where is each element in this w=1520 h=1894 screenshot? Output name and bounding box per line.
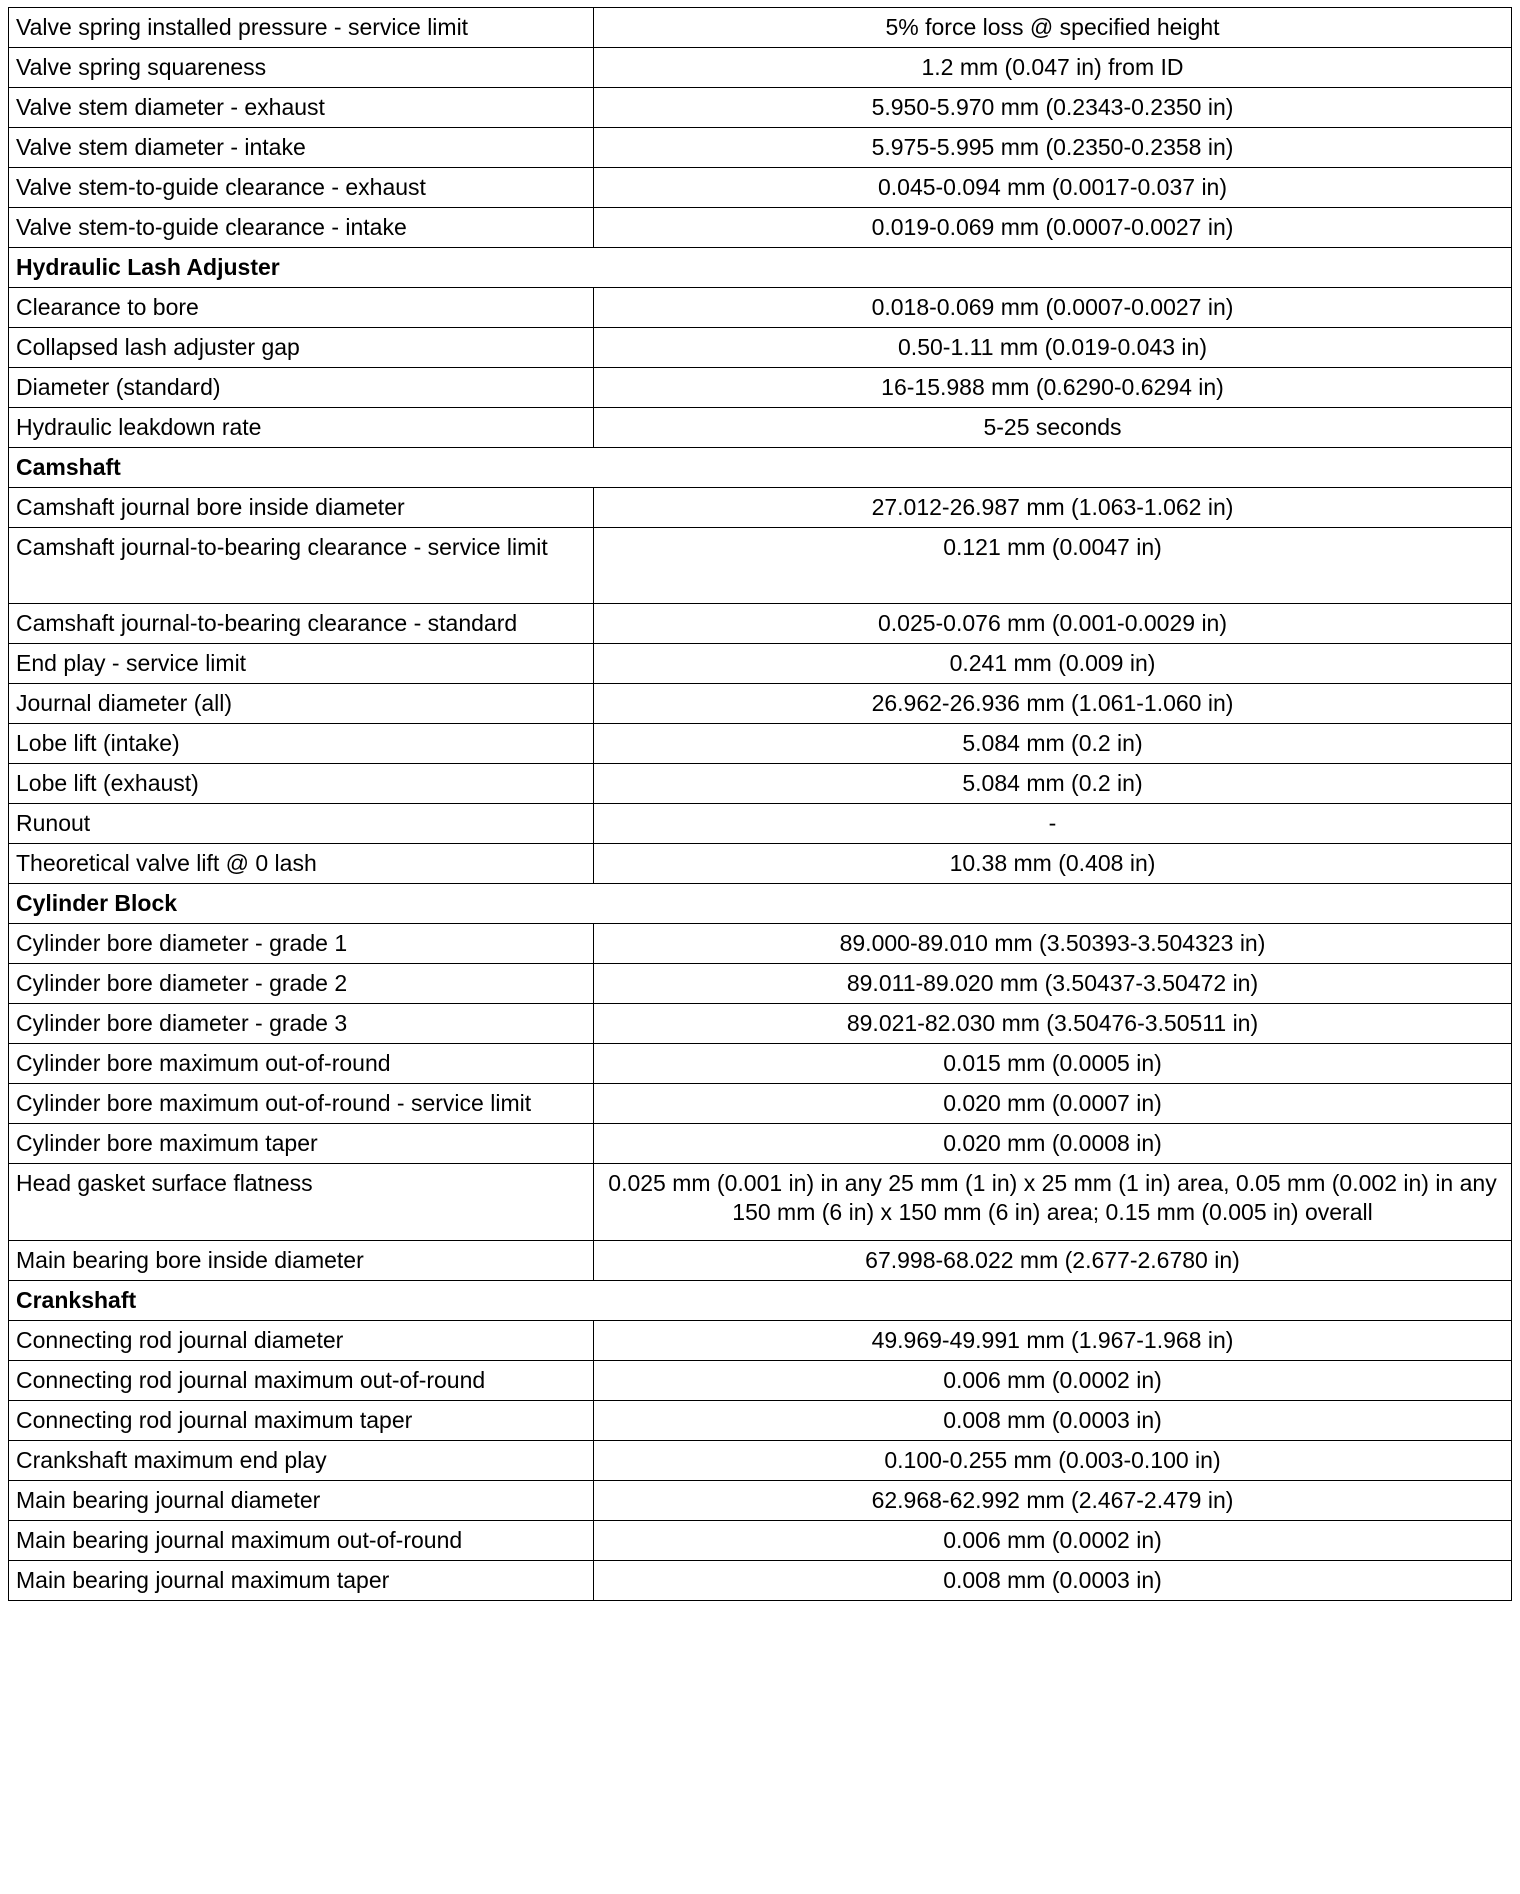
spec-value-cell: 0.020 mm (0.0008 in) (594, 1124, 1512, 1164)
spec-name-cell: Connecting rod journal diameter (9, 1321, 594, 1361)
table-row (9, 1441, 1512, 1481)
table-row (9, 804, 1512, 844)
spec-table-body (9, 8, 1512, 1601)
spec-value-cell: 89.011-89.020 mm (3.50437-3.50472 in) (594, 964, 1512, 1004)
table-row (9, 88, 1512, 128)
table-row (9, 724, 1512, 764)
table-row (9, 1164, 1512, 1241)
spec-value-cell: 0.020 mm (0.0007 in) (594, 1084, 1512, 1124)
spec-value-cell: 0.015 mm (0.0005 in) (594, 1044, 1512, 1084)
table-row (9, 168, 1512, 208)
spec-name-cell: Lobe lift (intake) (9, 724, 594, 764)
spec-name-cell: Runout (9, 804, 594, 844)
section-heading: Cylinder Block (9, 884, 1512, 924)
spec-value-cell: 89.021-82.030 mm (3.50476-3.50511 in) (594, 1004, 1512, 1044)
table-row (9, 1321, 1512, 1361)
table-row (9, 1481, 1512, 1521)
table-row (9, 1241, 1512, 1281)
table-row (9, 128, 1512, 168)
section-header-row (9, 1281, 1512, 1321)
table-row (9, 368, 1512, 408)
spec-name-cell: Cylinder bore diameter - grade 2 (9, 964, 594, 1004)
table-row (9, 924, 1512, 964)
table-row (9, 844, 1512, 884)
section-header-row (9, 448, 1512, 488)
spec-value-cell: 26.962-26.936 mm (1.061-1.060 in) (594, 684, 1512, 724)
section-header-row (9, 884, 1512, 924)
section-header-row (9, 248, 1512, 288)
table-row (9, 48, 1512, 88)
table-row (9, 208, 1512, 248)
spec-value-cell: 5.084 mm (0.2 in) (594, 724, 1512, 764)
table-row (9, 1361, 1512, 1401)
spec-name-cell: Clearance to bore (9, 288, 594, 328)
spec-value-cell: 5.975-5.995 mm (0.2350-0.2358 in) (594, 128, 1512, 168)
spec-value-cell: 0.045-0.094 mm (0.0017-0.037 in) (594, 168, 1512, 208)
spec-value-cell: 0.019-0.069 mm (0.0007-0.0027 in) (594, 208, 1512, 248)
spec-name-cell: Hydraulic leakdown rate (9, 408, 594, 448)
table-row (9, 684, 1512, 724)
section-heading: Crankshaft (9, 1281, 1512, 1321)
table-row (9, 1124, 1512, 1164)
table-row (9, 1561, 1512, 1601)
spec-value-cell: 89.000-89.010 mm (3.50393-3.504323 in) (594, 924, 1512, 964)
section-heading: Hydraulic Lash Adjuster (9, 248, 1512, 288)
table-row (9, 964, 1512, 1004)
table-row (9, 644, 1512, 684)
section-heading: Camshaft (9, 448, 1512, 488)
spec-value-cell: 0.006 mm (0.0002 in) (594, 1361, 1512, 1401)
spec-name-cell: Valve stem-to-guide clearance - intake (9, 208, 594, 248)
spec-name-cell: Valve spring squareness (9, 48, 594, 88)
spec-value-cell: 62.968-62.992 mm (2.467-2.479 in) (594, 1481, 1512, 1521)
spec-name-cell: Lobe lift (exhaust) (9, 764, 594, 804)
spec-name-cell: Camshaft journal bore inside diameter (9, 488, 594, 528)
spec-value-cell: 0.018-0.069 mm (0.0007-0.0027 in) (594, 288, 1512, 328)
spec-value-cell: 5.084 mm (0.2 in) (594, 764, 1512, 804)
spec-value-cell: 0.025-0.076 mm (0.001-0.0029 in) (594, 604, 1512, 644)
spec-name-cell: Cylinder bore maximum out-of-round - service limit (9, 1084, 594, 1124)
table-row (9, 604, 1512, 644)
spec-value-cell: 0.025 mm (0.001 in) in any 25 mm (1 in) x 25 mm (1 in) area, 0.05 mm (0.002 in) in any 150 mm (6 in) x 150 mm (6 in) area; 0.15 mm (0.005 in) overall (594, 1164, 1512, 1241)
spec-value-cell: 10.38 mm (0.408 in) (594, 844, 1512, 884)
spec-value-cell: 5-25 seconds (594, 408, 1512, 448)
spec-name-cell: Valve stem-to-guide clearance - exhaust (9, 168, 594, 208)
spec-name-cell: Journal diameter (all) (9, 684, 594, 724)
spec-value-cell: 0.008 mm (0.0003 in) (594, 1561, 1512, 1601)
spec-value-cell: 49.969-49.991 mm (1.967-1.968 in) (594, 1321, 1512, 1361)
table-row (9, 764, 1512, 804)
spec-name-cell: Connecting rod journal maximum out-of-round (9, 1361, 594, 1401)
table-row (9, 1004, 1512, 1044)
spec-name-cell: Connecting rod journal maximum taper (9, 1401, 594, 1441)
table-row (9, 488, 1512, 528)
spec-value-cell: 0.241 mm (0.009 in) (594, 644, 1512, 684)
table-row (9, 8, 1512, 48)
spec-name-cell: Main bearing journal maximum out-of-round (9, 1521, 594, 1561)
spec-value-cell: 0.50-1.11 mm (0.019-0.043 in) (594, 328, 1512, 368)
spec-value-cell: 5.950-5.970 mm (0.2343-0.2350 in) (594, 88, 1512, 128)
spec-name-cell: Cylinder bore diameter - grade 1 (9, 924, 594, 964)
table-row (9, 328, 1512, 368)
engine-specifications-table (8, 7, 1512, 1601)
spec-name-cell: Cylinder bore maximum taper (9, 1124, 594, 1164)
spec-value-cell: 27.012-26.987 mm (1.063-1.062 in) (594, 488, 1512, 528)
spec-value-cell: 67.998-68.022 mm (2.677-2.6780 in) (594, 1241, 1512, 1281)
spec-name-cell: Main bearing bore inside diameter (9, 1241, 594, 1281)
table-row (9, 288, 1512, 328)
table-row (9, 1401, 1512, 1441)
spec-name-cell: Theoretical valve lift @ 0 lash (9, 844, 594, 884)
table-row (9, 1044, 1512, 1084)
table-row (9, 408, 1512, 448)
spec-name-cell: Camshaft journal-to-bearing clearance - service limit (9, 528, 594, 604)
spec-value-cell: 0.100-0.255 mm (0.003-0.100 in) (594, 1441, 1512, 1481)
spec-name-cell: Camshaft journal-to-bearing clearance - standard (9, 604, 594, 644)
spec-value-cell: 0.121 mm (0.0047 in) (594, 528, 1512, 604)
spec-name-cell: Diameter (standard) (9, 368, 594, 408)
table-row (9, 528, 1512, 604)
spec-name-cell: Cylinder bore diameter - grade 3 (9, 1004, 594, 1044)
spec-value-cell: 1.2 mm (0.047 in) from ID (594, 48, 1512, 88)
spec-value-cell: 0.008 mm (0.0003 in) (594, 1401, 1512, 1441)
spec-name-cell: Collapsed lash adjuster gap (9, 328, 594, 368)
spec-value-cell: 16-15.988 mm (0.6290-0.6294 in) (594, 368, 1512, 408)
spec-name-cell: End play - service limit (9, 644, 594, 684)
spec-value-cell: 5% force loss @ specified height (594, 8, 1512, 48)
spec-name-cell: Cylinder bore maximum out-of-round (9, 1044, 594, 1084)
spec-value-cell: - (594, 804, 1512, 844)
spec-name-cell: Head gasket surface flatness (9, 1164, 594, 1241)
spec-name-cell: Crankshaft maximum end play (9, 1441, 594, 1481)
table-row (9, 1521, 1512, 1561)
spec-name-cell: Main bearing journal maximum taper (9, 1561, 594, 1601)
spec-name-cell: Valve stem diameter - intake (9, 128, 594, 168)
spec-name-cell: Main bearing journal diameter (9, 1481, 594, 1521)
spec-value-cell: 0.006 mm (0.0002 in) (594, 1521, 1512, 1561)
spec-name-cell: Valve stem diameter - exhaust (9, 88, 594, 128)
spec-name-cell: Valve spring installed pressure - service limit (9, 8, 594, 48)
table-row (9, 1084, 1512, 1124)
